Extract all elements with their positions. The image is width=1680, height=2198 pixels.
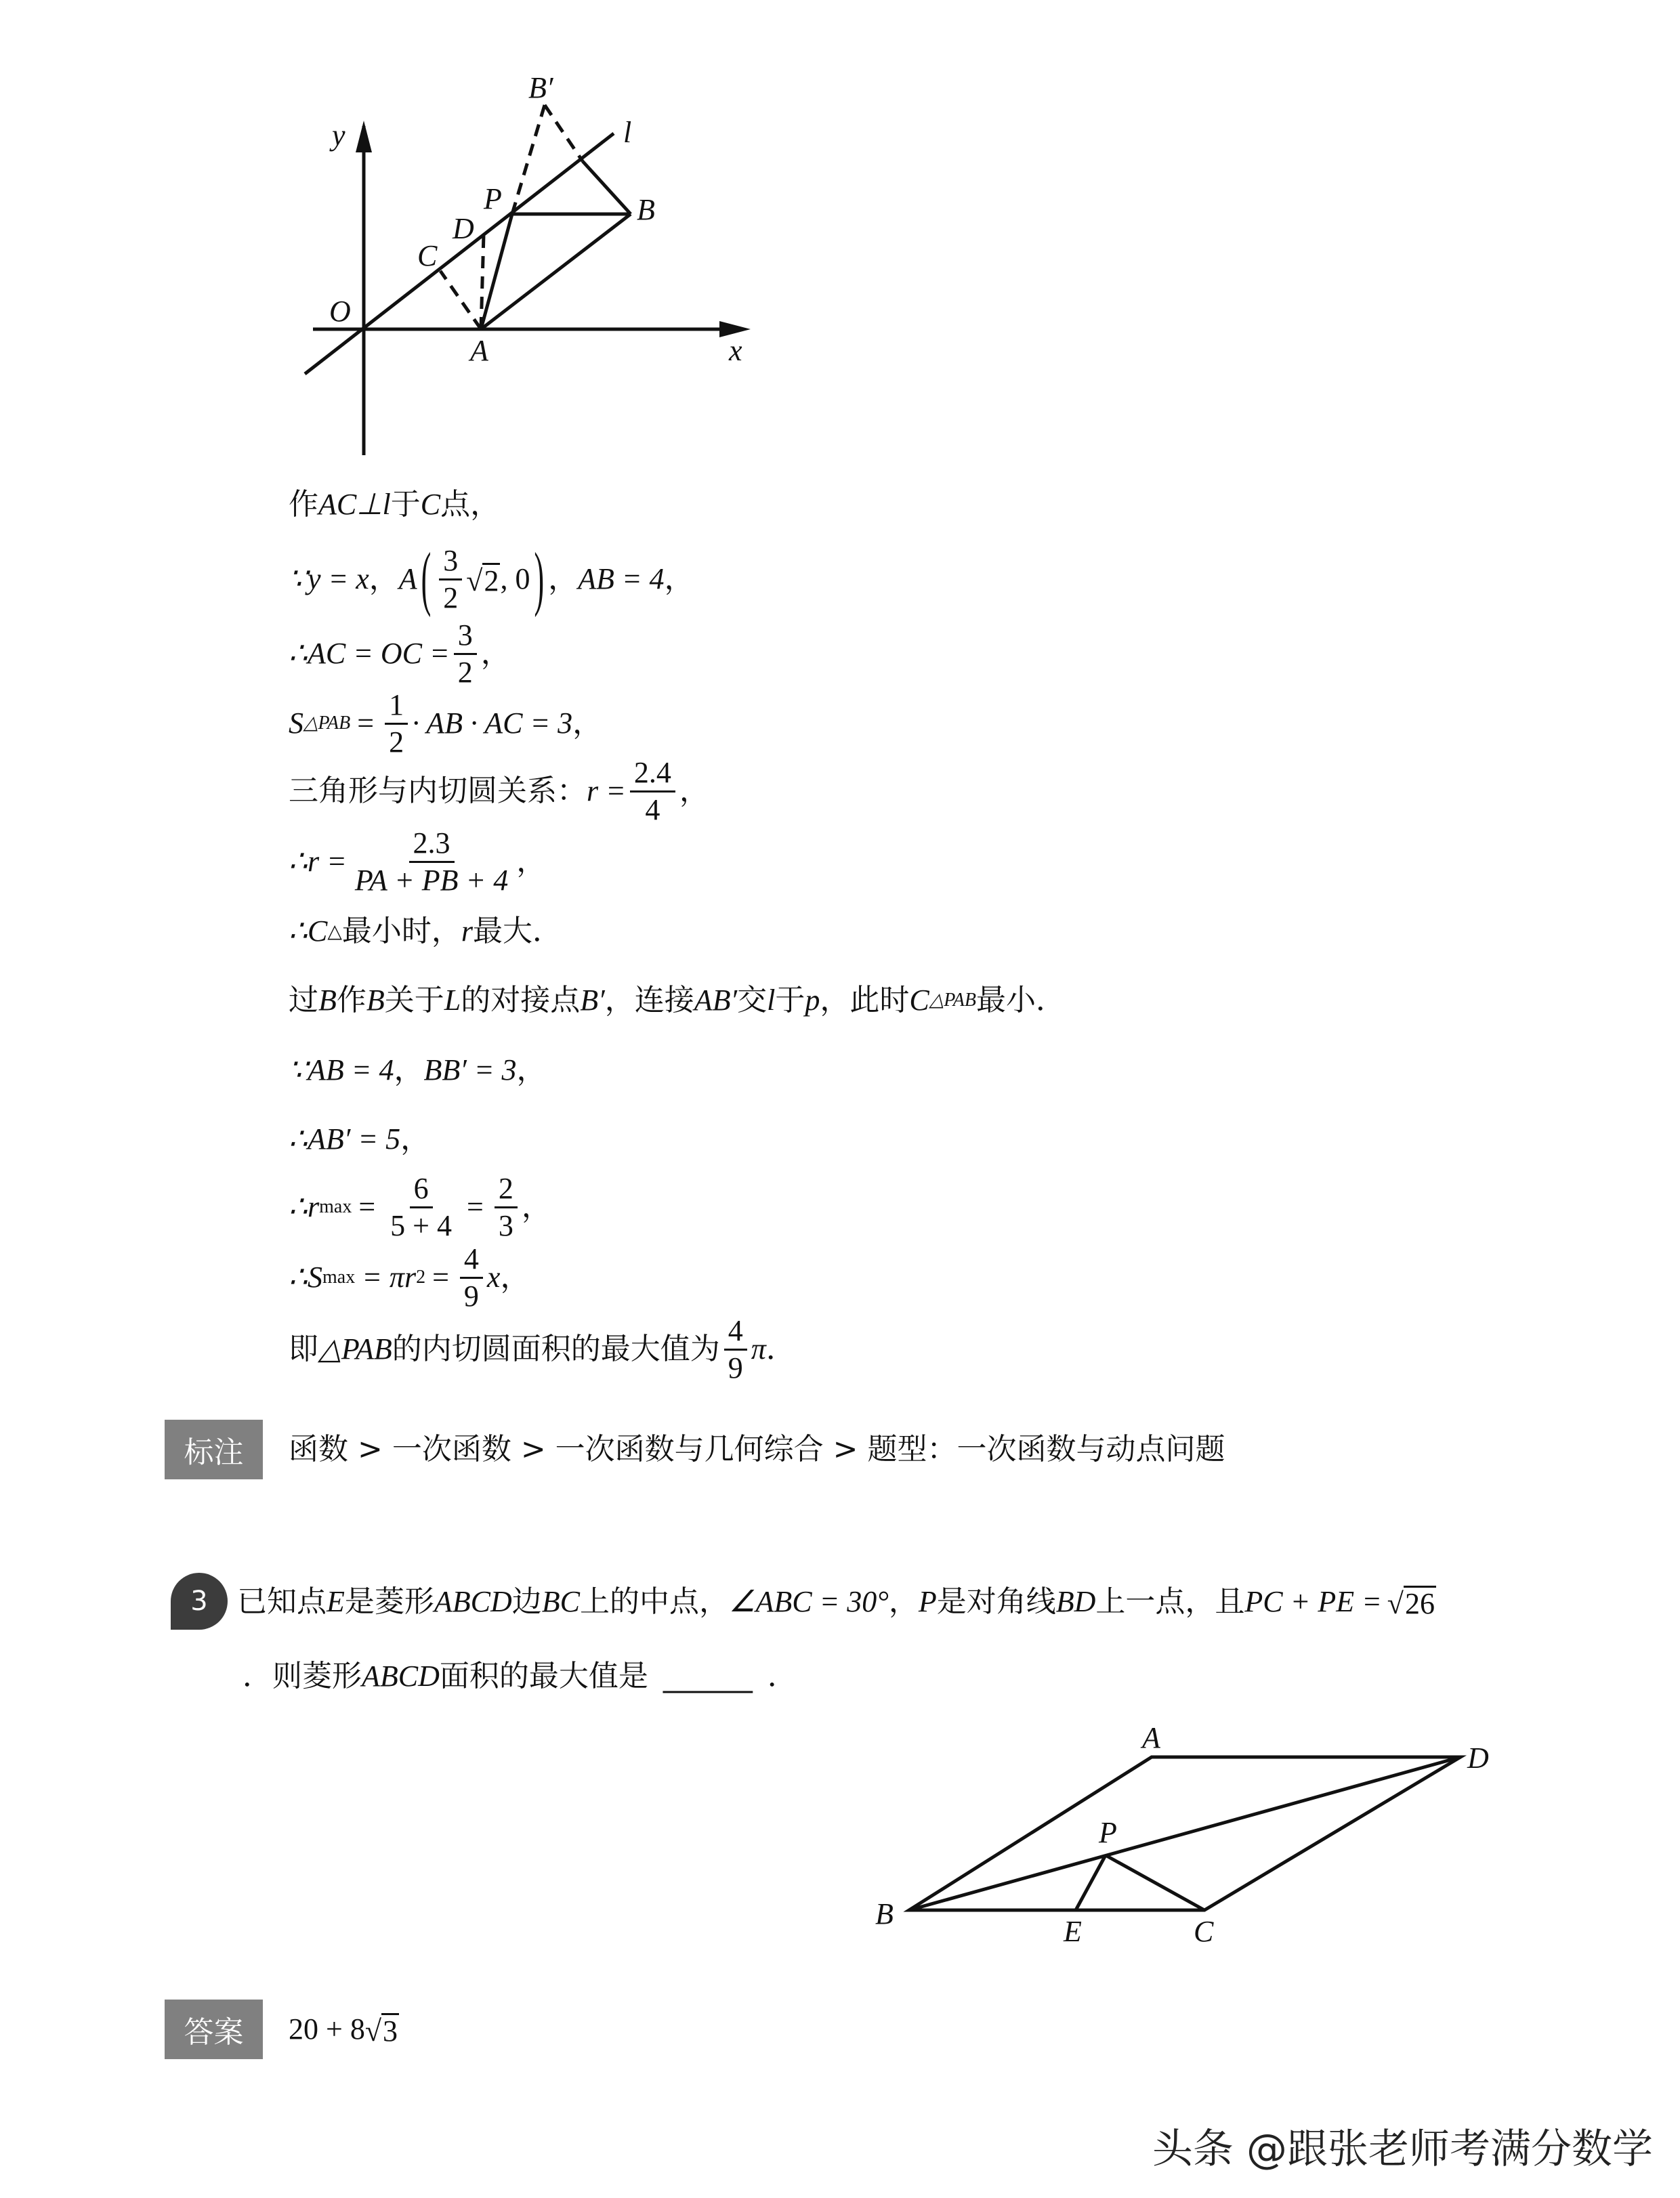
question3-line-1: 已知点 E 是菱形 ABCD 边 BC 上的中点， ∠ABC = 30° ， P 是对角线 BD 上一点，且 PC + PE = √ 26	[237, 1584, 1435, 1620]
label-y: y	[332, 119, 345, 152]
answer-label: 答案	[165, 2000, 263, 2059]
label-C: C	[417, 239, 438, 272]
solution-line-8: 过 B 作 B 关于 L 的对接点 B′ ，连接 AB′ 交 l 于 p ，此时 C △PAB 最小．	[289, 983, 1066, 1017]
label-O: O	[329, 295, 351, 328]
solution-line-4: S △PAB = $\frac{1}{2}$ · AB · AC = 3 ，	[289, 688, 603, 759]
fraction: $\frac{3}{2}$	[454, 620, 477, 688]
sqrt: √ 3	[364, 2014, 398, 2048]
coordinate-figure	[285, 61, 772, 467]
solution-line-2: ∵y = x ， A ( $\frac{3}{2}$ √ 2 , 0 ) ， AB = 4 ，	[289, 538, 694, 618]
rhombus-figure	[860, 1707, 1504, 1951]
diagonal-BD	[909, 1757, 1461, 1910]
note-path: 函数 > 一次函数 > 一次函数与几何综合 > 题型：一次函数与动点问题	[289, 1432, 1225, 1466]
solution-line-7: ∴C △ 最小时， r 最大．	[289, 914, 563, 948]
fraction: $\frac{1}{2}$	[385, 690, 408, 757]
segment-AB	[481, 214, 631, 329]
watermark: 头条 @跟张老师考满分数学	[1152, 2126, 1653, 2173]
segment-PC	[1106, 1855, 1204, 1910]
label-C: C	[1194, 1915, 1214, 1948]
fraction: $\frac{4}{9}$	[460, 1244, 483, 1311]
fraction: $\frac{2.4}{4}$	[630, 758, 675, 825]
solution-line-5: 三角形与内切圆关系： r = $\frac{2.4}{4}$ ，	[289, 755, 709, 826]
label-x: x	[729, 334, 742, 367]
fraction: $\frac{2}{3}$	[495, 1174, 518, 1241]
fraction: $\frac{2.3}{PA + PB + 4}$	[354, 826, 509, 897]
label-D: D	[453, 212, 474, 245]
label-E: E	[1064, 1915, 1082, 1948]
fraction: $\frac{4}{9}$	[724, 1316, 747, 1383]
solution-line-6: ∴r = $\frac{2.3}{PA + PB + 4}$ ，	[289, 826, 547, 897]
label-Bprime: B′	[528, 71, 553, 104]
solution-line-13: 即 △PAB 的内切圆面积的最大值为 $\frac{4}{9}$ π ．	[289, 1313, 796, 1385]
label-l: l	[623, 116, 632, 149]
segment-BB-solid	[583, 161, 631, 214]
sqrt: √ 2	[466, 564, 499, 597]
label-B: B	[637, 193, 655, 226]
segment-AC-dashed	[440, 271, 481, 329]
label-B: B	[875, 1897, 894, 1930]
fraction: $\frac{3}{2}$	[439, 546, 462, 613]
label-D: D	[1467, 1741, 1489, 1775]
solution-line-1: 作 AC⊥l 于 C 点，	[289, 487, 501, 522]
question-number-badge: 3	[171, 1573, 228, 1630]
solution-line-9: ∵AB = 4 ， BB′ = 3 ，	[289, 1053, 547, 1087]
line-l	[305, 133, 614, 374]
answer-blank[interactable]: ______	[663, 1659, 753, 1693]
solution-line-11: ∴r max = $\frac{6}{5 + 4}$ = $\frac{2}{3}$ ，	[289, 1171, 551, 1242]
label-P: P	[484, 182, 502, 215]
y-axis-arrow	[356, 121, 372, 152]
segment-BprimeB-dashed	[545, 105, 583, 161]
note-label: 标注	[165, 1420, 263, 1479]
segment-PBprime-dashed	[512, 105, 545, 214]
solution-line-3: ∴AC = OC = $\frac{3}{2}$ ，	[289, 618, 511, 689]
question3-line-2: ．则菱形 ABCD 面积的最大值是 ______ ．	[243, 1659, 797, 1693]
label-P: P	[1099, 1816, 1117, 1849]
label-A: A	[1142, 1721, 1160, 1754]
answer-value: 20 + 8 √ 3	[289, 2012, 398, 2048]
solution-line-10: ∴AB′ = 5 ，	[289, 1122, 431, 1156]
fraction: $\frac{6}{5 + 4}$	[390, 1171, 452, 1242]
solution-line-12: ∴S max = πr 2 = $\frac{4}{9}$ x ，	[289, 1242, 530, 1313]
label-A: A	[470, 334, 488, 367]
sqrt: √ 26	[1387, 1586, 1435, 1620]
